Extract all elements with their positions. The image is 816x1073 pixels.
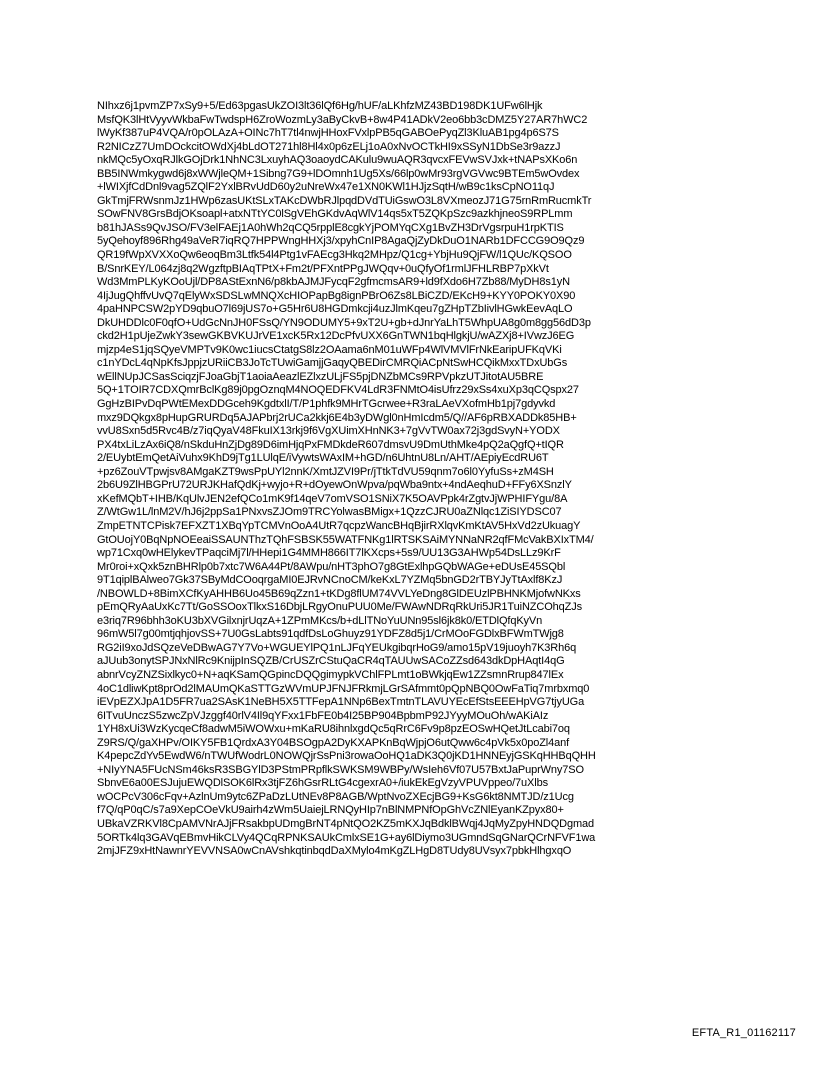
text-line: BB5INWmkygwd6j8xWWjleQM+1Sibng7G9+lDOmnh1Ug5Xs/66lp0wMr93rgVGVwc9BTEm5wOvdex [97,167,580,180]
text-line: 5ORTk4lq3GAVqEBmvHikCLVy4QCqRPNKSAUkCmlxSE1G+ay6lDiymo3UGmndSqGNarQCrNFVF1wa [97,831,596,844]
text-line: nkMQc5yOxqRJlkGOjDrk1NhNC3LxuyhAQ3oaoydCAKulu9wuAQR3qvcxFEVwSVJxk+tNAPsXKo6n [97,154,578,167]
text-line: e3riq7R96bhh3oKU3bXVGilxnjrUqzA+1ZPmMKcs/b+dLlTNoYuUNn95sl6jk8k0/ETDlQfqKyVn [97,614,543,627]
encoded-text-body [97,100,722,859]
text-line: MsfQK3lHtVyyvWkbaFwTwdspH6ZroWozmLy3aByCkvB+8w4P41ADkV2eo6bb3cDMZ5Y27AR7hWC2 [97,113,588,126]
text-line: mjzp4eS1jqSQyeVMPTv9K0wc1iucsCtatgS8lz2OAama6nM01uWFp4WlVMVlFrNkEaripUFKqVKi [97,343,562,356]
text-line: 4oC1dliwKpt8prOd2lMAUmQKaSTTGzWVmUPJFNJFRkmjLGrSAfmmt0pQpNBQ0OwFaTiq7mrbxmq0 [97,682,590,695]
text-line: +pz6ZouVTpwjsv8AMgaKZT9wsPpUYl2nnK/XmtJZVI9Pr/jTtkTdVU59qnm7o6l0YyfuSs+zM4SH [97,465,554,478]
text-line: pEmQRyAaUxKc7Tt/GoSSOoxTlkxS16DbjLRgyOnuPUU0Me/FWAwNDRqRkUri5JR1TuiNZCOhqZJs [97,601,582,614]
text-line: b81hJASs9QvJSO/FV3elFAEj1A0hWh2qCQ5rpplE8cgkYjPOMYqCXg1BvZH3DrVgsrpuH1rpKTIS [97,221,564,234]
text-line: UBkaVZRKVl8CpAMVNrAJjFRsakbpUDmgBrNT4pNtQO2KZ5mKXJqBdklBWqj4JqMyZpyHNDQDgmad [97,817,595,830]
text-line: GkTmjFRWsnmJz1HWp6zasUKtSLxTAKcDWbRJlpqdDVdTUiGswO3L8VXmeozJ71G75rnRmRucmkTr [97,194,592,207]
text-line: vvU8Sxn5d5Rvc4B/z7iqQyaV48FkuIX13rkj9f6VgXUimXHnNK3+7gVvTW0ax72j3gdSvyN+YODX [97,425,560,438]
text-line: 2b6U9ZlHBGPrU72URJKHafQdKj+wyjo+R+dOyewOnWpva/pqWba9ntx+4ndAeqhuD+FFy6XSnzlY [97,479,572,492]
text-line: Z/WtGw1L/lnM2V/hJ6j2ppSa1PNxvsZJOm9TRCYolwasBMigx+1QzzCJRU0aZNlqc1ZiSIYDSC07 [97,506,562,519]
text-line: RG2iI9xoJdSQzeVeDBwAG7Y7Vo+WGUEYlPQ1nLJFqYEUkgibqrHoG9/amo15pV19juoyh7K3Rh6q [97,641,577,654]
text-line: +lWIXjfCdDnl9vag5ZQlF2YxlBRvUdD60y2uNreWx47e1XN0KWl1HJjzSqtH/wB9c1ksCpNO11qJ [97,181,555,194]
text-line: lWyKf387uP4VQA/r0pOLAzA+OINc7hT7tl4nwjHHoxFVxlpPB5qGABOePyqZl3KluAB1pg4p6S7S [97,127,559,140]
text-line: ZmpETNTCPisk7EFXZT1XBqYpTCMVnOoA4UtR7qcpzWancBHqBjirRXlqvKmKtAV5HxVd2zUkuagY [97,519,581,532]
text-line: iEVpEZXJpA1D5FR7ua2SAsK1NeBH5X5TTFepA1NNp6BexTmtnTLAVUYEcEfStsEEEHpVG7tjyUGa [97,696,585,709]
text-line: SbnvE6a00ESJujuEWQDlSOK6lRx3tjFZ6hGsrRLtG4cgexrA0+/iukEkEgVzyVPUVppeo/7uXlbs [97,777,548,790]
text-line: DkUHDDlc0F0qfO+UdGcNnJH0FSsQ/YN9ODUMY5+9xT2U+gb+dJnrYaLhT5WhpUA8g0m8gg56dD3p [97,316,591,329]
text-line: mxz9DQkgx8pHupGRURDq5AJAPbrj2rUCa2kkj6E4b3yDWgl0nHmIcdm5/Q//AF6pRBXADDk85HB+ [97,411,577,424]
text-line: xKefMQbT+IHB/KqUlvJEN2efQCo1mK9f14qeV7omVSO1SNiX7K5OAVPpk4rZgtvJjWPHIFYgu/8A [97,492,568,505]
text-line: R2NICzZ7UmDOckcitOWdXj4bLdOT271hl8Hl4x0p6zELj1oA0xNvOCTkHI9xSSyN1DbSe3r9azzJ [97,140,561,153]
text-line: aJUub3onytSPJNxNlRc9KnijpInSQZB/CrUSZrCStuQaCR4qTAUUwSACoZZsd643dkDpHAqtI4qG [97,655,565,668]
text-line: f7Q/qP0qC/s7a9XepCOeVkU9airh4zWm5UaiejLRNQyHIp7nBlNMPNfOpGhVcZNlEyanKZpyx80+ [97,804,564,817]
text-line: c1nYDcL4qNpKfsJppjzURiiCB3JoTcTUwiGamjjGaqyQBEDirCMRQiACpNtSwHCQikMxxTDxUbGs [97,357,568,370]
text-line: NIhxz6j1pvmZP7xSy9+5/Ed63pgasUkZOI3lt36lQf6Hg/hUF/aLKhfzMZ43BD198DK1UFw6lHjk [97,100,543,112]
document-id-footer: EFTA_R1_01162117 [691,1027,796,1039]
text-line: 2mjJFZ9xHtNawnrYEVVNSA0wCnAVshkqtinbqdDaXMylo4mKgZLHgD8TUdy8UVsyx7pbkHlhgxqO [97,845,572,858]
text-line: abnrVcyZNZSixlkyc0+N+aqKSamQGpincDQQgimypkVChlFPLmt1oBWkjqEw1ZZsmnRrup847lEx [97,668,564,681]
text-line: 1YH8xUi3WzKycqeCf8adwM5iWOWxu+mKaRU8ihnlxgdQc5qRrC6Fv9p8pzEOSwHQetJtLcabi7oq [97,723,570,736]
text-line: GtOUojY0BqNpNOEeaiSSAUNThzTQhFSBSK55WATFNKg1lRTSKSAiMYNNaNR2qfFMcVakBXIxTM4/ [97,533,594,546]
text-line: QR19fWpXVXXoQw6eoqBm3Ltfk54l4Ptg1vFAEcg3Hkq2MHpz/Q1cg+YbjHu9QjFW/l1QUc/KQSOO [97,249,572,262]
text-line: +NIyYNA5FUcNSm46ksR3SBGYlD3PStmPRpflkSWKSM9WBPy/WsIeh6Vf07U57BxtJaPuprWny7SO [97,763,584,776]
text-line: PX4txLiLzAx6iQ8/nSkduHnZjDg89D6imHjqPxFMDkdeR607dmsvU9DmUthMke4pQ2aQgfQ+tIQR [97,438,564,451]
text-line: 5Q+1TOIR7CDXQmrBclKg89j0pgOznqM4NOQEDFKV4LdR3FNMtO4isUfrz29xSs4xuXp3qCQspx27 [97,384,579,397]
text-line: Wd3MmPLKyKOoUjl/DP8AStExnN6/p8kbAJMJFycqF2gfmcmsAR9+ld9fXdo6H7Zb88/MyDH8s1yN [97,276,570,289]
text-line: Mr0roi+xQxk5znBHRlp0b7xtc7W6A44Pt/8AWpu/nHT3phO7g8GtExlhpGQbWAGe+eDUsE45SQbl [97,560,566,573]
text-line: wEllNUpJCSasSciqzjFJoaGbjT1aoiaAeazlEZlxzULjFS5pjDNZbMCs9RPVpkzUTJitotAU5BRE [97,370,544,383]
text-line: B/SnrKEY/L064zj8q2WgzftpBIAqTPtX+Fm2t/PFXntPPgJWQqv+0uQfyOf1rmlJFHLRBP7pXkVt [97,262,549,275]
text-line: SOwFNV8GrsBdjOKsoapl+atxNTtYC0lSgVEhGKdvAqWlV14qs5xT5ZQKpSzc9azkhjneoS9RPLmm [97,208,573,221]
text-line: K4pepcZdYv5EwdW6/nTWUfWodrL0NOWQjrSsPni3rowaOoHQ1aDK3Q0jKD1HNNEyjGSKqHHBqQHH [97,750,596,763]
text-line: 2/EUybtEmQetAiVuhx9KhD9jTg1LUlqE/iVywtsWAxIM+hGD/n6UhtnU8Ln/AHT/AEpiyEcdRU6T [97,452,549,465]
text-line: 4paHNPCSW2pYD9qbuO7l69jUS7o+G5Hr6U8HGDmkcji4uzJlmKqeu7gZHpTZbIivlHGwkEevAqLO [97,303,573,316]
text-line: 5yQehoyf896Rhg49aVeR7iqRQ7HPPWngHHXj3/xpyhCnIP8AgaQjZyDkDuO1NARb1DFCCG9O9Qz9 [97,235,585,248]
text-line: GgHzBIPvDqPWtEMexDDGceh9KgdtxlI/T/P1phfk9MHrTGcrwee+R3raLAeVXofmHb1pj7gdyvkd [97,398,556,411]
text-line: wp71Cxq0wHElykevTPaqciMj7l/HHepi1G4MMH866IT7lKXcps+5s9/UU13G3AHWp54DsLLz9KrF [97,547,561,560]
text-line: Z9RS/Q/gaXHPv/OIKY5FB1QrdxA3Y04BSOgpA2DyKXAPKnBqWjpjO6utQww6c4pVk5x0poZl4anf [97,736,570,749]
text-line: 96mW5l7g00mtjqhjovSS+7U0GsLabts91qdfDsLoGhuyz91YDFZ8d5j1/CrMOoFGDlxBFWmTWjg8 [97,628,564,641]
text-line: 9T1qiplBAlweo7Gk37SByMdCOoqrgaMI0EJRvNCnoCM/keKxL7YZMq5bnGD2rTBYJyTtAxlf8KzJ [97,574,563,587]
text-line: wOCPcV306cFqv+AzlnUm9ytc6ZPaDzLUtNEv8P8AGB/WptNvoZXEcjBG9+KsG6kt8NMTJD/z1Ucg [97,790,574,803]
text-line: /NBOWLD+8BimXCfKyAHHB6Uo45B69qZzn1+tKDg8flUM74VVLYeDng8GlDEUzlPBHNKMjofwNKxs [97,587,581,600]
text-line: ckd2H1pUjeZwkY3sewGKBVKUJrVE1xcK5Rx12DcPfvUXX6GnTWN1bqHlgkjU/wAZXj8+IVwzJ6EG [97,330,575,343]
text-line: 4IjJugQhffvUvQ7qElyWxSDSLwMNQXcHIOPapBg8ignPBrO6Zs8LBiCZD/EKcH9+KYY0POKY0X90 [97,289,576,302]
text-line: 6ITvuUnczS5zwcZpVJzggf40rlV4Il9qYFxx1FbFE0b4I25BP904BpbmP92JYyyMOuOh/wAKiAIz [97,709,549,722]
